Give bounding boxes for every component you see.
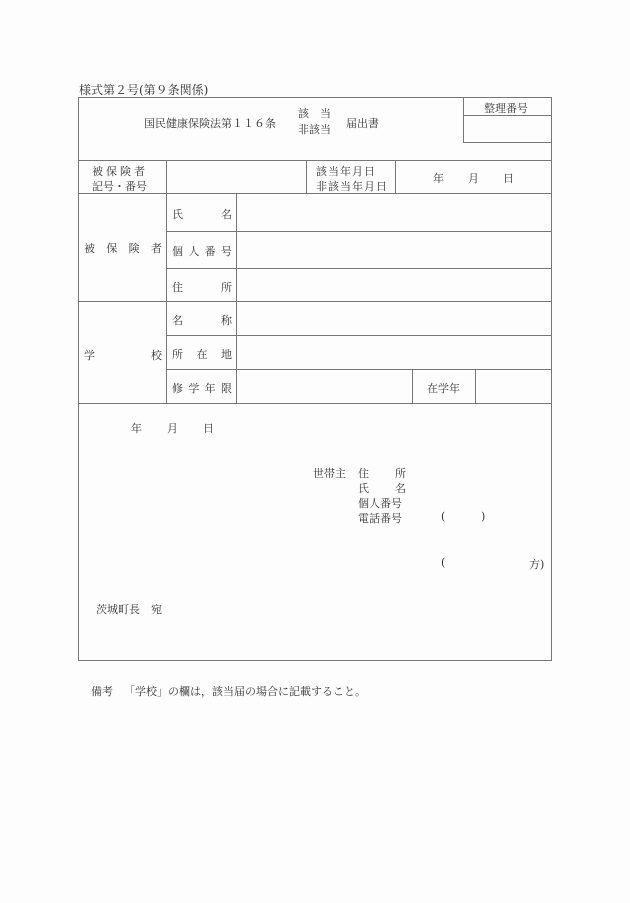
householder-name-label: 氏 名: [358, 482, 406, 495]
row-line: [166, 268, 552, 269]
submit-year[interactable]: 年: [131, 422, 142, 435]
date-label-1: 該当年月日: [316, 165, 376, 178]
row-line: [166, 231, 552, 232]
option-not-applicable: 非該当: [298, 123, 331, 136]
note-label: 備考: [91, 685, 113, 698]
title-suffix: 届出書: [346, 117, 379, 130]
insured-id-label-2: 記号・番号: [92, 180, 147, 193]
row-line: [166, 369, 552, 370]
phone-open-paren: (: [441, 510, 446, 523]
col-line: [236, 193, 237, 403]
school-name-field[interactable]: [238, 303, 550, 334]
insured-name-label: 氏 名: [172, 208, 232, 221]
ref-box-bottom: [463, 142, 552, 143]
date-label-2: 非該当年月日: [316, 180, 388, 193]
householder-label: 世帯主: [313, 467, 346, 480]
col-line: [395, 160, 396, 193]
grade-label: 在学年: [427, 382, 460, 395]
insured-address-field[interactable]: [238, 270, 550, 300]
row-line: [78, 301, 552, 302]
frame-right: [551, 97, 552, 661]
note-text: 「学校」の欄は，該当届の場合に記載すること。: [124, 685, 366, 698]
submit-month[interactable]: 月: [167, 422, 178, 435]
option-applicable: 該 当: [298, 107, 331, 120]
school-location-label: 所 在 地: [172, 348, 232, 361]
ref-number-label: 整理番号: [484, 102, 528, 115]
insured-personal-number-label: 個 人 番 号: [172, 245, 232, 258]
title-prefix: 国民健康保険法第１１６条: [144, 117, 276, 130]
householder-personal-number-label: 個人番号: [358, 497, 402, 510]
col-line: [412, 369, 413, 403]
care-of-open: (: [441, 556, 446, 569]
householder-address-label: 住 所: [358, 467, 406, 480]
insured-section-label: 被 保 険 者: [84, 242, 162, 255]
study-period-field[interactable]: [238, 371, 410, 402]
col-line: [475, 369, 476, 403]
col-line: [166, 160, 167, 403]
form-label: 様式第２号(第９条関係): [79, 83, 209, 97]
school-section-label: 学 校: [84, 349, 162, 362]
ref-box-left: [463, 97, 464, 142]
school-location-field[interactable]: [238, 337, 550, 368]
row-line: [78, 193, 552, 194]
insured-address-label: 住 所: [172, 281, 232, 294]
care-of-close: 方): [529, 558, 545, 571]
date-year[interactable]: 年: [433, 172, 444, 185]
frame-left: [78, 97, 79, 661]
frame-top: [78, 97, 552, 98]
grade-field[interactable]: [477, 371, 550, 402]
row-line: [78, 160, 552, 161]
insured-personal-number-field[interactable]: [238, 233, 550, 267]
insured-name-field[interactable]: [238, 195, 550, 230]
frame-bottom: [78, 660, 552, 661]
study-period-label: 修 学 年 限: [172, 382, 232, 395]
submit-day[interactable]: 日: [203, 422, 214, 435]
date-day[interactable]: 日: [503, 172, 514, 185]
insured-id-label-1: 被保険者: [92, 165, 148, 178]
householder-phone-label: 電話番号: [358, 512, 402, 525]
ref-number-field[interactable]: [465, 117, 549, 141]
row-line: [78, 403, 552, 404]
date-month[interactable]: 月: [468, 172, 479, 185]
col-line: [306, 160, 307, 193]
phone-close-paren: ): [481, 510, 486, 523]
insured-id-field[interactable]: [168, 162, 304, 192]
school-name-label: 名 称: [172, 314, 232, 327]
row-line: [166, 335, 552, 336]
addressee: 茨城町長 宛: [96, 603, 162, 616]
